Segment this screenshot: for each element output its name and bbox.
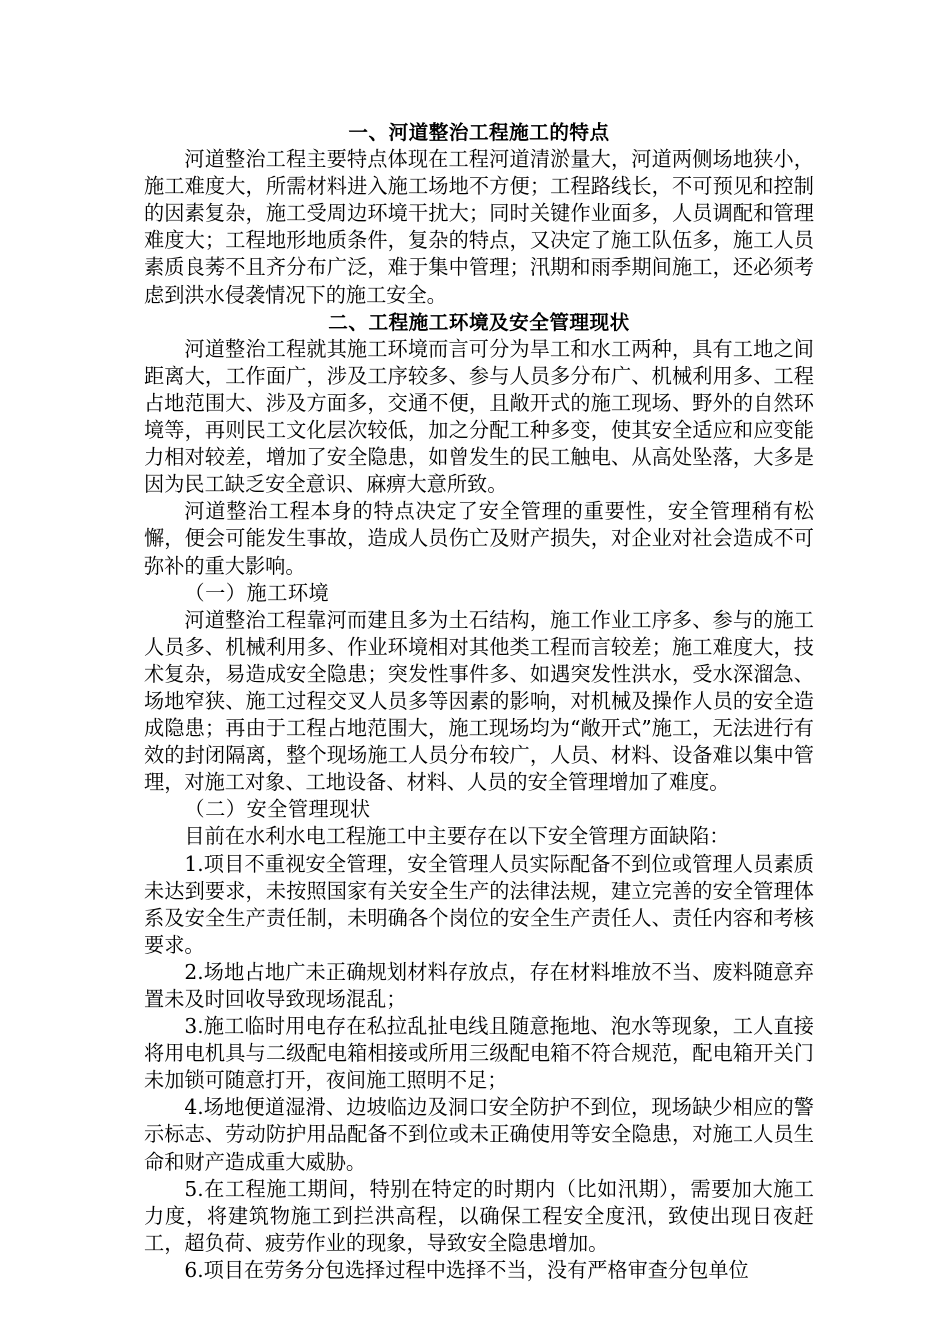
list-item-2: 2.场地占地广未正确规划材料存放点，存在材料堆放不当、废料随意弃置未及时回收导致现场混乱； [144, 959, 814, 1011]
section-2-heading: 二、工程施工环境及安全管理现状 [328, 310, 630, 334]
list-item-3: 3.施工临时用电存在私拉乱扯电线且随意拖地、泡水等现象，工人直接将用电机具与二级配电箱相接或所用三级配电箱不符合规范，配电箱开关门未加锁可随意打开，夜间施工照明不足； [144, 1014, 814, 1093]
subsection-1-paragraph: 河道整治工程靠河而建且多为土石结构，施工作业工序多、参与的施工人员多、机械利用多、作业环境相对其他类工程而言较差；施工难度大，技术复杂，易造成安全隐患；突发性事件多、如遇突发性洪水，受水深溜急、场地窄狭、施工过程交叉人员多等因素的影响，对机械及操作人员的安全造成隐患；再由于工程占地范围大，施工现场均为“敞开式”施工，无法进行有效的封闭隔离，整个现场施工人员分布较广，人员、材料、设备难以集中管理，对施工对象、工地设备、材料、人员的安全管理增加了难度。 [144, 607, 814, 795]
section-1-heading: 一、河道整治工程施工的特点 [348, 121, 610, 144]
subsection-2-intro: 目前在水利水电工程施工中主要存在以下安全管理方面缺陷： [184, 824, 730, 849]
list-item-1: 1.项目不重视安全管理，安全管理人员实际配备不到位或管理人员素质未达到要求，未按照国家有关安全生产的法律法规，建立完善的安全管理体系及安全生产责任制，未明确各个岗位的安全生产责任人、责任内容和考核要求。 [144, 851, 814, 957]
subsection-2-heading: （二）安全管理现状 [184, 797, 371, 822]
list-item-5: 5.在工程施工期间，特别在特定的时期内（比如汛期），需要加大施工力度，将建筑物施工到拦洪高程，以确保工程安全度汛，致使出现日夜赶工，超负荷、疲劳作业的现象，导致安全隐患增加。 [144, 1176, 814, 1255]
document-page [144, 119, 814, 1284]
section-1-paragraph: 河道整治工程主要特点体现在工程河道清淤量大，河道两侧场地狭小，施工难度大，所需材料进入施工场地不方便；工程路线长，不可预见和控制的因素复杂，施工受周边环境干扰大；同时关键作业面多，人员调配和管理难度大；工程地形地质条件，复杂的特点，又决定了施工队伍多，施工人员素质良莠不且齐分布广泛，难于集中管理；汛期和雨季期间施工，还必须考虑到洪水侵袭情况下的施工安全。 [144, 147, 814, 307]
section-2-paragraph-1: 河道整治工程就其施工环境而言可分为旱工和水工两种，具有工地之间距离大，工作面广，涉及工序较多、参与人员多分布广、机械利用多、工程占地范围大、涉及方面多，交通不便，且敞开式的施工现场、野外的自然环境等，再则民工文化层次较低，加之分配工种多变，使其安全适应和应变能力相对较差，增加了安全隐患，如曾发生的民工触电、从高处坠落，大多是因为民工缺乏安全意识、麻痹大意所致。 [144, 336, 814, 497]
list-item-4: 4.场地便道湿滑、边坡临边及洞口安全防护不到位，现场缺少相应的警示标志、劳动防护用品配备不到位或未正确使用等安全隐患，对施工人员生命和财产造成重大威胁。 [144, 1095, 814, 1174]
section-2-paragraph-2: 河道整治工程本身的特点决定了安全管理的重要性，安全管理稍有松懈，便会可能发生事故，造成人员伤亡及财产损失，对企业对社会造成不可弥补的重大影响。 [144, 499, 814, 578]
subsection-1-heading: （一）施工环境 [184, 580, 330, 605]
list-item-6: 6.项目在劳务分包选择过程中选择不当，没有严格审查分包单位 [184, 1257, 749, 1282]
